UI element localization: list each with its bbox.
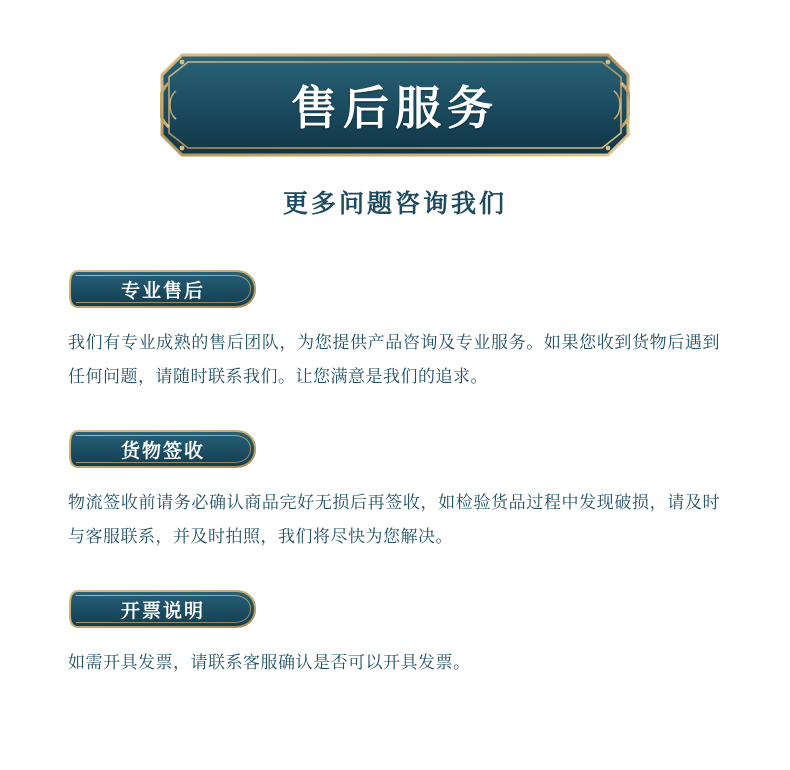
section-invoice-instructions	[68, 588, 730, 680]
section-tag	[68, 428, 258, 470]
tag-label: 货物签收	[120, 440, 205, 462]
section-body-text: 我们有专业成熟的售后团队，为您提供产品咨询及专业服务。如果您收到货物后遇到任何问题，请随时联系我们。让您满意是我们的追求。	[68, 333, 720, 386]
section-tag	[68, 268, 258, 310]
page-title: 售后服务	[291, 82, 499, 134]
section-body-text: 如需开具发票，请联系客服确认是否可以开具发票。	[68, 653, 471, 672]
section-professional-after-sales	[68, 268, 730, 394]
tag-label: 开票说明	[120, 600, 205, 622]
header-banner	[0, 30, 790, 180]
section-tag	[68, 588, 258, 630]
section-body-text: 物流签收前请务必确认商品完好无损后再签收，如检验货品过程中发现破损，请及时与客服联系，并及时拍照，我们将尽快为您解决。	[68, 493, 720, 546]
banner-plaque	[160, 53, 630, 157]
tag-label: 专业售后	[120, 280, 205, 302]
section-goods-receipt	[68, 428, 730, 554]
after-sales-service-page	[0, 30, 790, 770]
page-subtitle: 更多问题咨询我们	[282, 190, 507, 218]
sections-container	[0, 268, 790, 680]
